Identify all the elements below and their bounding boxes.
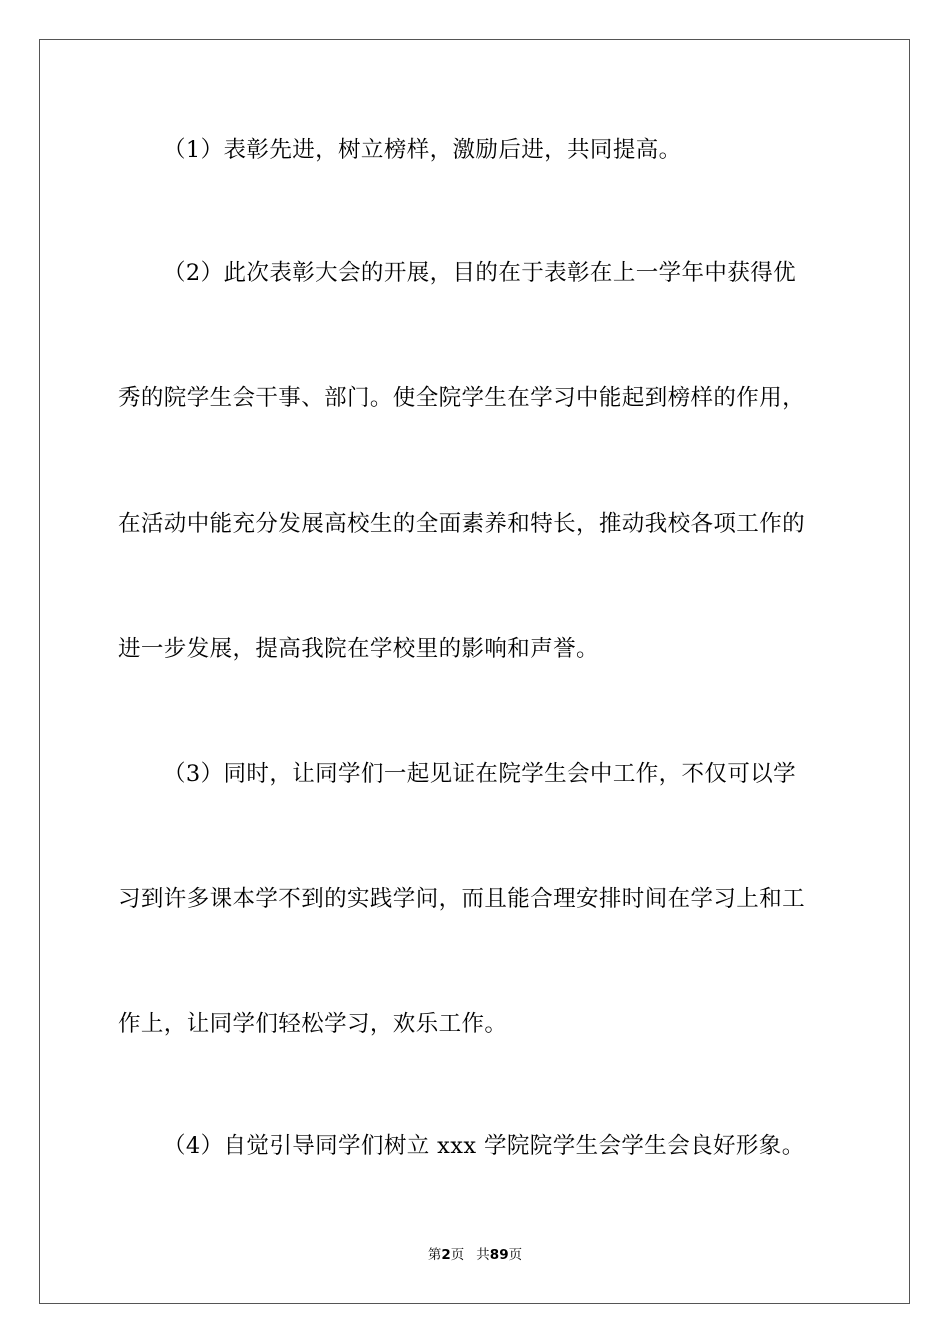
page-prefix: 第 bbox=[427, 1247, 442, 1263]
paragraph-1-line-1: （1）表彰先进，树立榜样，激励后进，共同提高。 bbox=[163, 137, 682, 163]
page-footer bbox=[0, 1246, 950, 1264]
paragraph-2-line-2: 秀的院学生会干事、部门。使全院学生在学习中能起到榜样的作用， bbox=[118, 385, 806, 411]
paragraph-2-line-3: 在活动中能充分发展高校生的全面素养和特长，推动我校各项工作的 bbox=[118, 511, 806, 537]
paragraph-4-line-1: （4）自觉引导同学们树立 xxx 学院院学生会学生会良好形象。 bbox=[163, 1133, 805, 1159]
total-suffix: 页 bbox=[508, 1247, 523, 1263]
paragraph-3-line-3: 作上，让同学们轻松学习，欢乐工作。 bbox=[118, 1011, 508, 1037]
paragraph-2-line-1: （2）此次表彰大会的开展，目的在于表彰在上一学年中获得优 bbox=[163, 260, 797, 286]
paragraph-3-line-1: （3）同时，让同学们一起见证在院学生会中工作，不仅可以学 bbox=[163, 761, 797, 787]
total-pages: 89 bbox=[489, 1247, 509, 1263]
page-suffix: 页 bbox=[450, 1247, 465, 1263]
paragraph-2-line-4: 进一步发展，提高我院在学校里的影响和声誉。 bbox=[118, 636, 599, 662]
total-prefix: 共 bbox=[476, 1247, 490, 1263]
page-border bbox=[39, 39, 910, 1304]
page-number: 2 bbox=[441, 1247, 451, 1263]
paragraph-3-line-2: 习到许多课本学不到的实践学问，而且能合理安排时间在学习上和工 bbox=[118, 886, 806, 912]
